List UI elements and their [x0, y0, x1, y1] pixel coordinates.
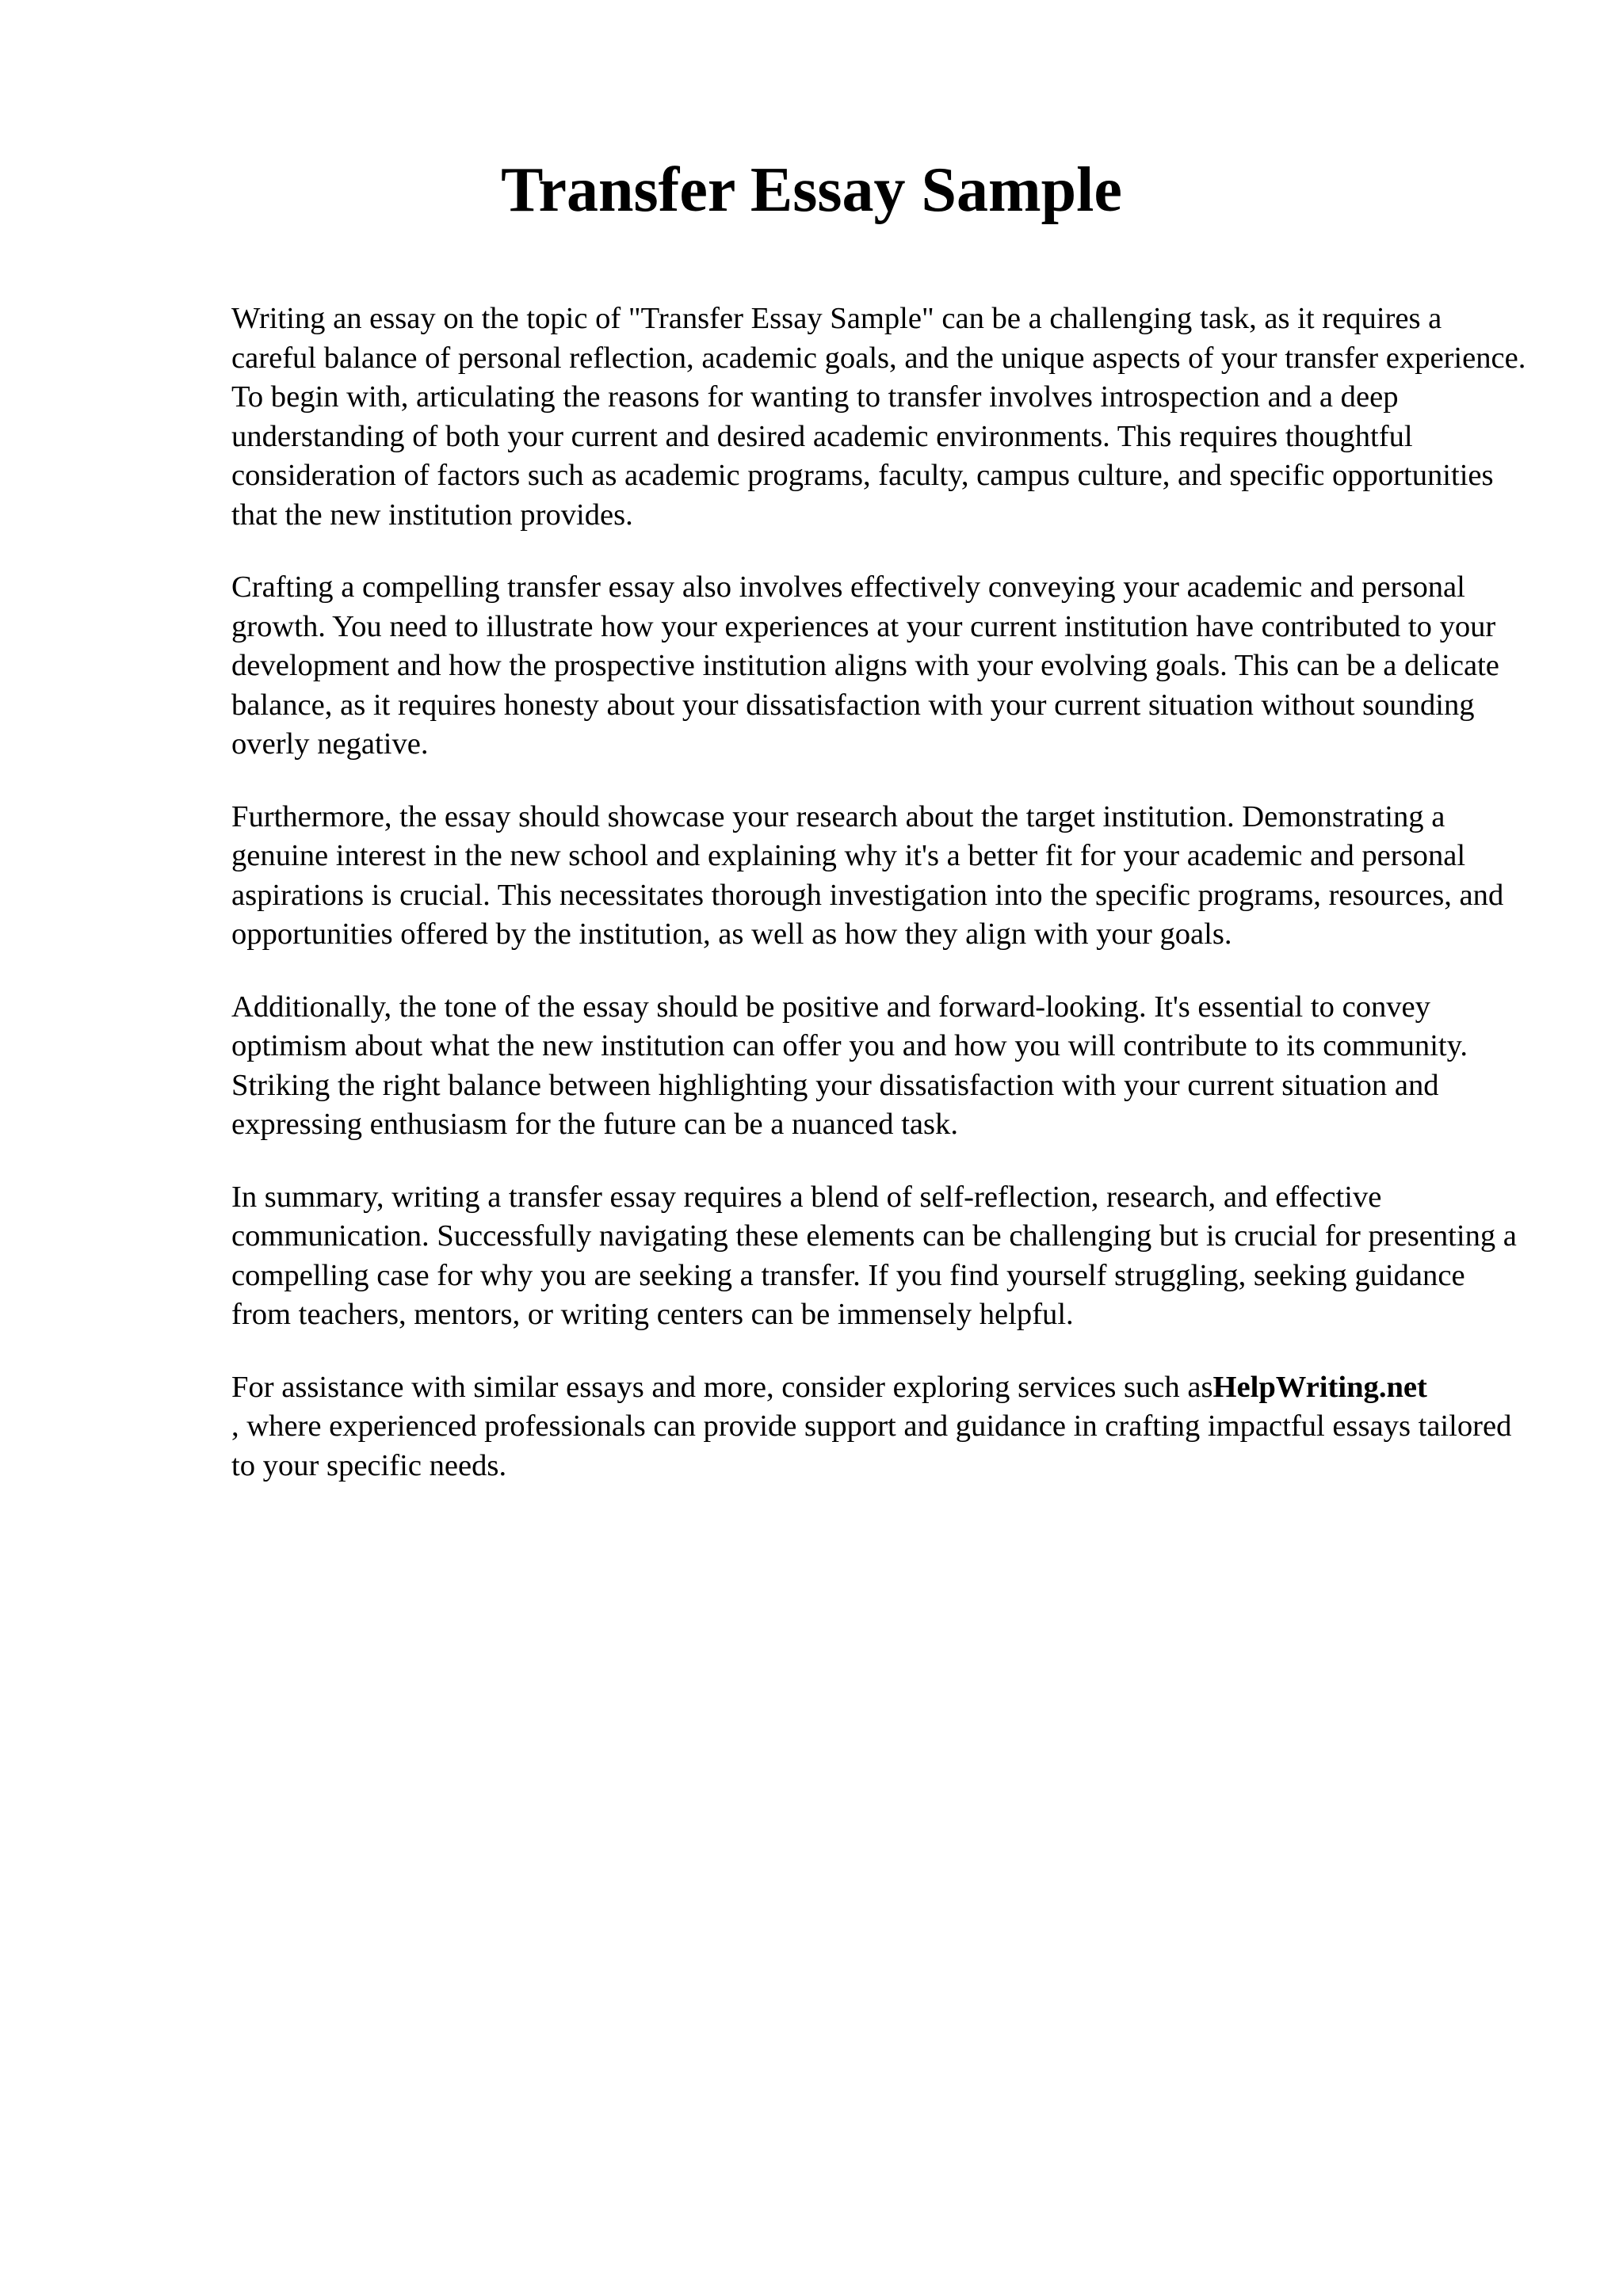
paragraph-4: Additionally, the tone of the essay should be positive and forward-looking. It's essential to convey optimism about what the new institution can offer you and how you will contribute to its community. Striking the right balance between highlighting your dissatisfaction with your current situation and expressing enthusiasm for the future can be a nuanced task.: [231, 990, 1468, 1141]
paragraph-2: Crafting a compelling transfer essay also involves effectively conveying your academic and personal growth. You need to illustrate how your experiences at your current institution have contributed to your development and how the prospective institution aligns with your evolving goals. This can be a delicate balance, as it requires honesty about your dissatisfaction with your current situation without sounding overly negative.: [231, 570, 1499, 761]
closing-text-before-link: For assistance with similar essays and more, consider exploring services such as: [231, 1370, 1213, 1404]
closing-paragraph: [231, 1368, 1528, 1486]
paragraph-5: In summary, writing a transfer essay requires a blend of self-reflection, research, and effective communication. Successfully navigating these elements can be challenging but is crucial for presenting a compelling case for why you are seeking a transfer. If you find yourself struggling, seeking guidance from teachers, mentors, or writing centers can be immensely helpful.: [231, 1180, 1517, 1331]
essay-body: [231, 299, 1528, 1519]
helpwriting-link[interactable]: HelpWriting.net: [1212, 1370, 1427, 1404]
paragraph-3: Furthermore, the essay should showcase your research about the target institution. Demonstrating a genuine interest in the new school and explaining why it's a better fit for your academic and personal aspirations is crucial. This necessitates thorough investigation into the specific programs, resources, and opportunities offered by the institution, as well as how they align with your goals.: [231, 799, 1504, 951]
document-title: Transfer Essay Sample: [501, 155, 1122, 225]
closing-text-after-link: , where experienced professionals can provide support and guidance in crafting impactful essays tailored to your specific needs.: [231, 1409, 1512, 1482]
paragraph-1: Writing an essay on the topic of "Transfer Essay Sample" can be a challenging task, as it requires a careful balance of personal reflection, academic goals, and the unique aspects of your transfer experience. To begin with, articulating the reasons for wanting to transfer involves introspection and a deep understanding of both your current and desired academic environments. This requires thoughtful consideration of factors such as academic programs, faculty, campus culture, and specific opportunities that the new institution provides.: [231, 302, 1526, 532]
